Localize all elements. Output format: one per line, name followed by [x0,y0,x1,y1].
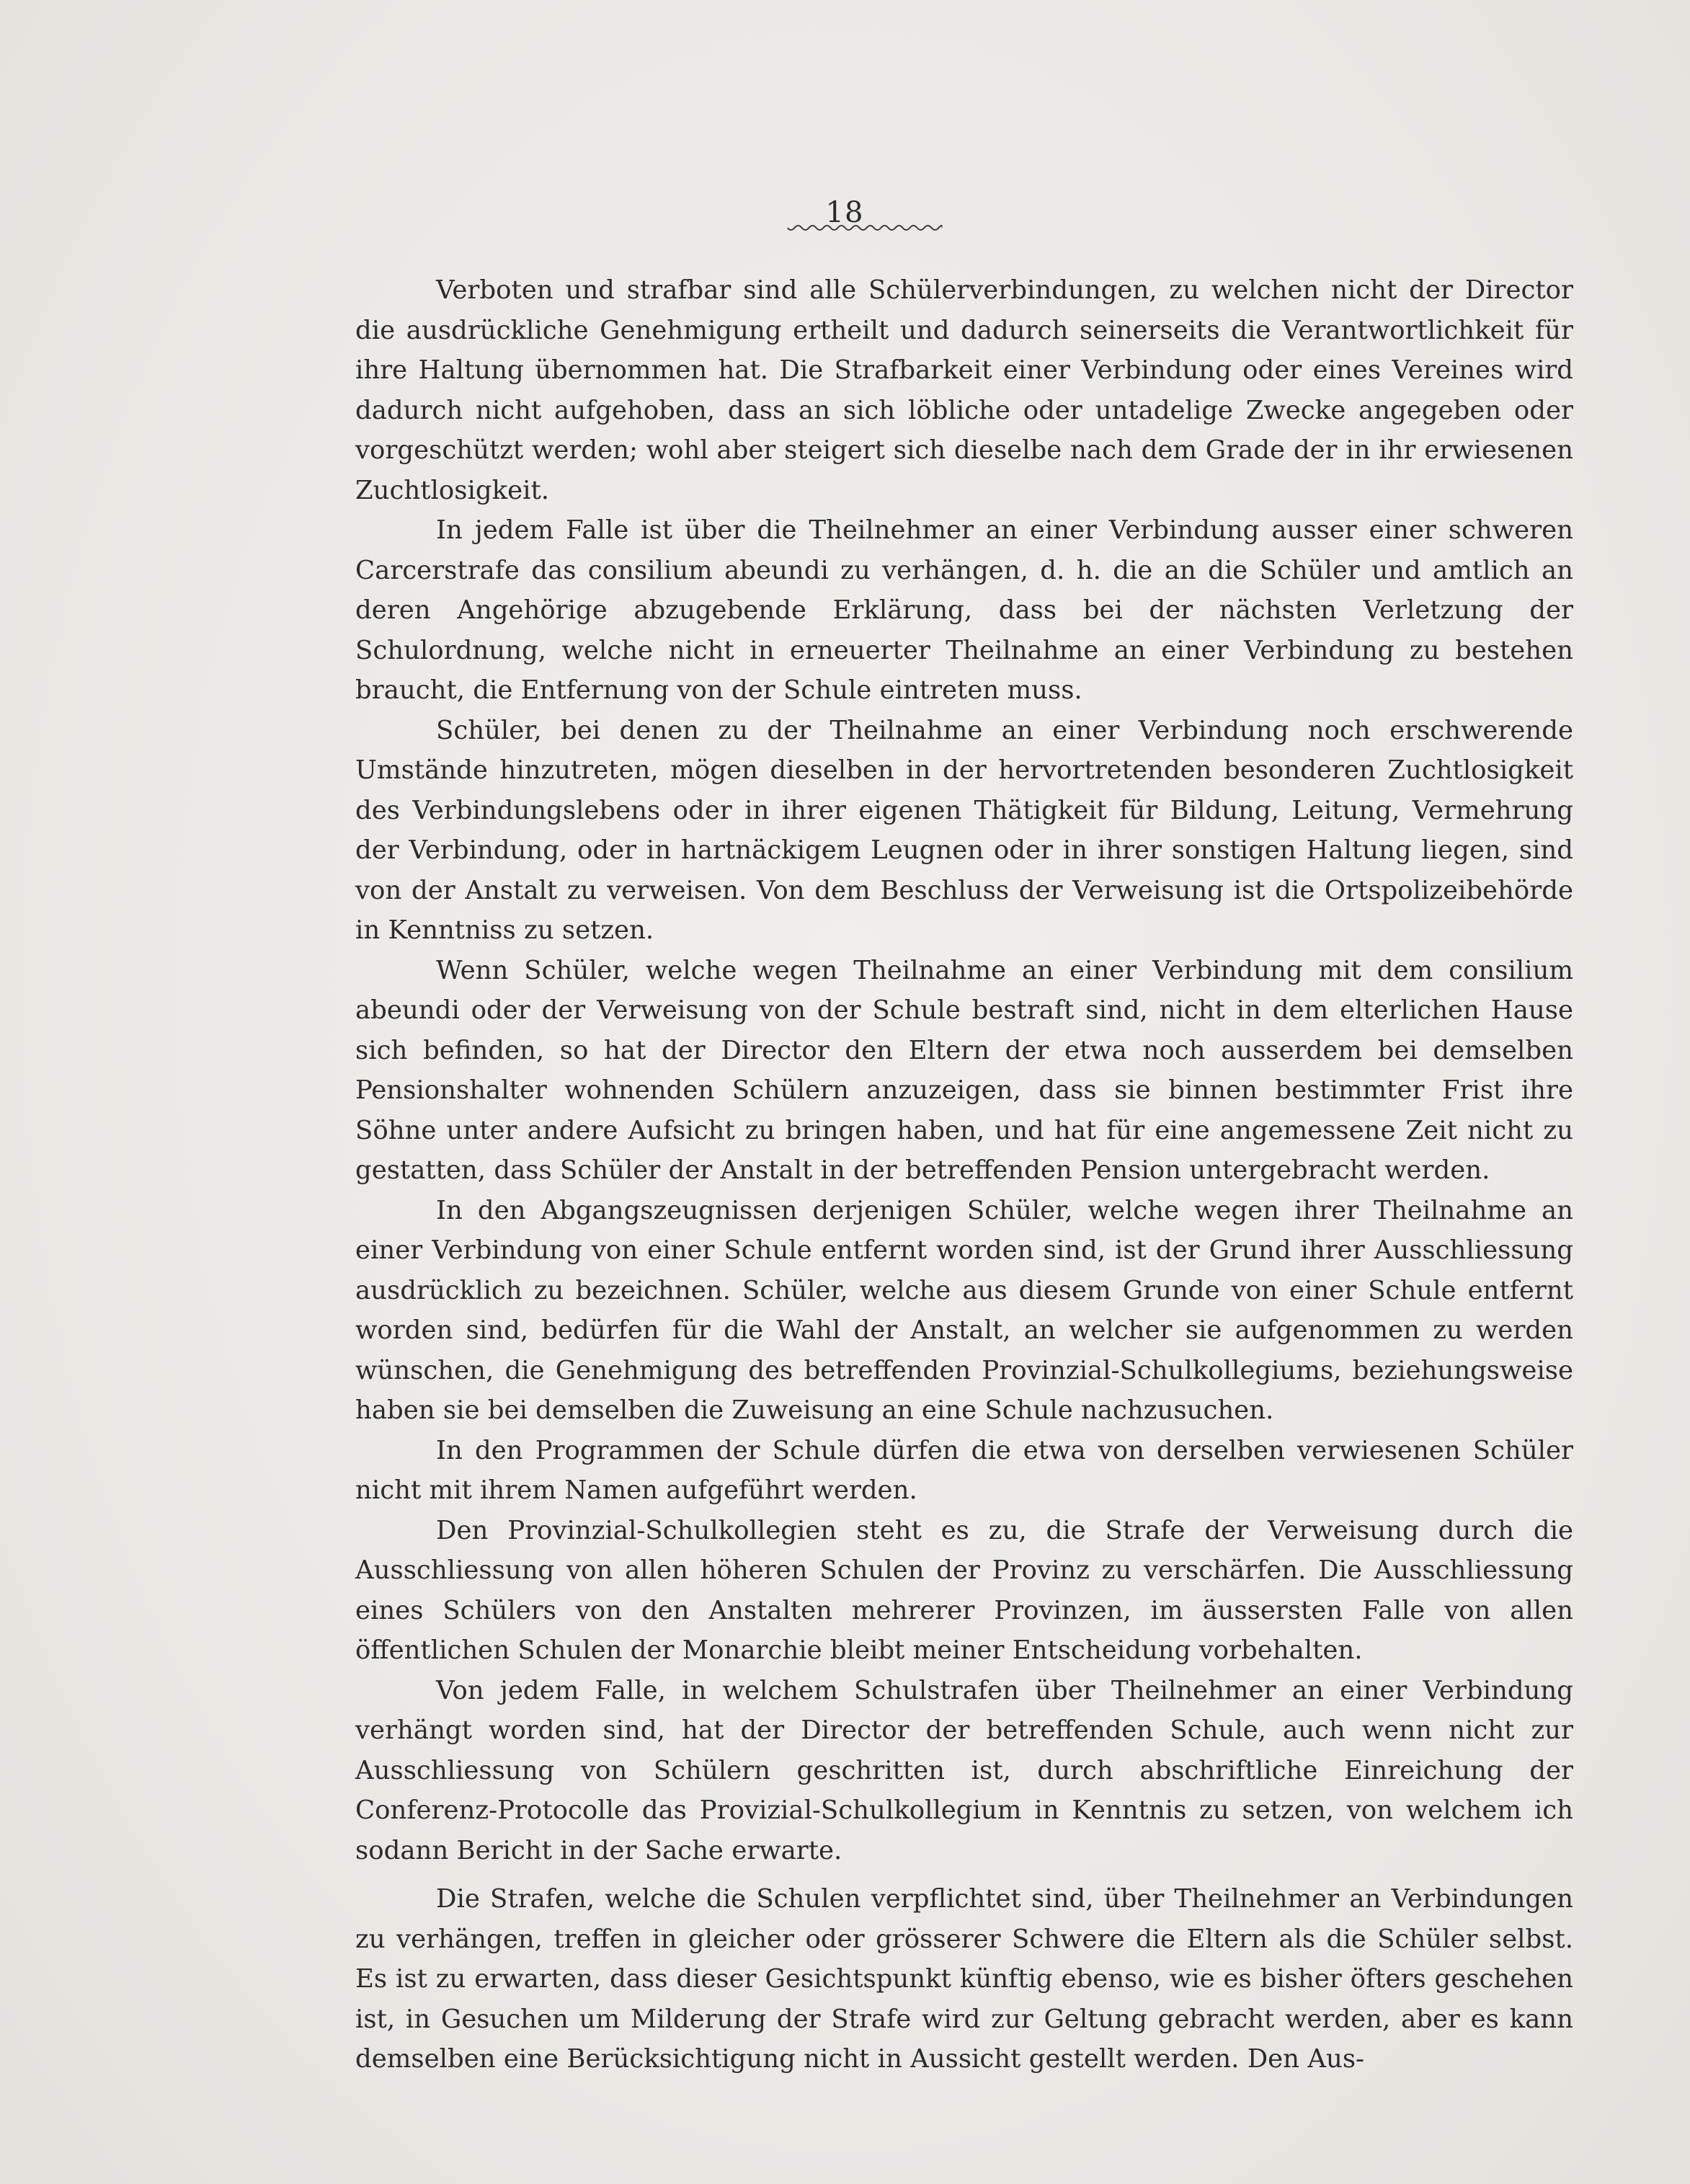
paragraph: Schüler, bei denen zu der Theilnahme an einer Verbindung noch erschwerende Umstände hinzutreten, mögen dieselben in der hervortretenden besonderen Zuchtlosigkeit des Verbindungslebens oder in ihrer eigenen Thätigkeit für Bildung, Leitung, Vermehrung der Verbindung, oder in hartnäckigem Leugnen oder in ihrer sonstigen Haltung liegen, sind von der Anstalt zu verweisen. Von dem Beschluss der Verweisung ist die Ortspolizeibehörde in Kenntniss zu setzen. [355,715,1573,945]
paragraph: In jedem Falle ist über die Theilnehmer an einer Verbindung ausser einer schweren Carcerstrafe das consilium abeundi zu verhängen, d. h. die an die Schüler und amtlich an deren Angehörige abzugebende Erklärung, dass bei der nächsten Verletzung der Schulordnung, welche nicht in erneuerter Theilnahme an einer Verbindung zu bestehen braucht, die Entfernung von der Schule eintreten muss. [355,515,1573,705]
paragraph: In den Abgangszeugnissen derjenigen Schüler, welche wegen ihrer Theilnahme an einer Verbindung von einer Schule entfernt worden sind, ist der Grund ihrer Ausschliessung ausdrücklich zu bezeichnen. Schüler, welche aus diesem Grunde von einer Schule entfernt worden sind, bedürfen für die Wahl der Anstalt, an welcher sie aufgenommen zu werden wünschen, die Genehmigung des betreffenden Provinzial-Schulkollegiums, beziehungsweise haben sie bei demselben die Zuweisung an eine Schule nachzusuchen. [355,1195,1573,1425]
body-text [355,270,1573,2079]
paragraph: Von jedem Falle, in welchem Schulstrafen über Theilnehmer an einer Verbindung verhängt worden sind, hat der Director der betreffenden Schule, auch wenn nicht zur Ausschliessung von Schülern geschritten ist, durch abschriftliche Einreichung der Conferenz-Protocolle das Provizial-Schulkollegium in Kenntnis zu setzen, von welchem ich sodann Bericht in der Sache erwarte. [355,1675,1573,1865]
paragraph: Wenn Schüler, welche wegen Theilnahme an einer Verbindung mit dem consilium abeundi oder der Verweisung von der Schule bestraft sind, nicht in dem elterlichen Hause sich befinden, so hat der Director den Eltern der etwa noch ausserdem bei demselben Pensionshalter wohnenden Schülern anzuzeigen, dass sie binnen bestimmter Frist ihre Söhne unter andere Aufsicht zu bringen haben, und hat für eine angemessene Zeit nicht zu gestatten, dass Schüler der Anstalt in der betreffenden Pension untergebracht werden. [355,955,1573,1185]
paragraph: In den Programmen der Schule dürfen die etwa von derselben verwiesenen Schüler nicht mit ihrem Namen aufgeführt werden. [355,1435,1573,1505]
paragraph: Verboten und strafbar sind alle Schülerverbindungen, zu welchen nicht der Director die ausdrückliche Genehmigung ertheilt und dadurch seinerseits die Verantwortlichkeit für ihre Haltung übernommen hat. Die Strafbarkeit einer Verbindung oder eines Vereines wird dadurch nicht aufgehoben, dass an sich löbliche oder untadelige Zwecke angegeben oder vorgeschützt werden; wohl aber steigert sich dieselbe nach dem Grade der in ihr erwiesenen Zuchtlosigkeit. [355,275,1573,505]
paragraph: Den Provinzial-Schulkollegien steht es zu, die Strafe der Verweisung durch die Ausschliessung von allen höheren Schulen der Provinz zu verschärfen. Die Ausschliessung eines Schülers von den Anstalten mehrerer Provinzen, im äussersten Falle von allen öffentlichen Schulen der Monarchie bleibt meiner Entscheidung vorbehalten. [355,1515,1573,1665]
page-number: 18 [825,196,864,229]
paragraph: Die Strafen, welche die Schulen verpflichtet sind, über Theilnehmer an Verbindungen zu verhängen, treffen in gleicher oder grösserer Schwere die Eltern als die Schüler selbst. Es ist zu erwarten, dass dieser Gesichtspunkt künftig ebenso, wie es bisher öfters geschehen ist, in Gesuchen um Milderung der Strafe wird zur Geltung gebracht werden, aber es kann demselben eine Berücksichtigung nicht in Aussicht gestellt werden. Den Aus- [355,1884,1573,2074]
decorative-wavy-rule [788,225,943,235]
